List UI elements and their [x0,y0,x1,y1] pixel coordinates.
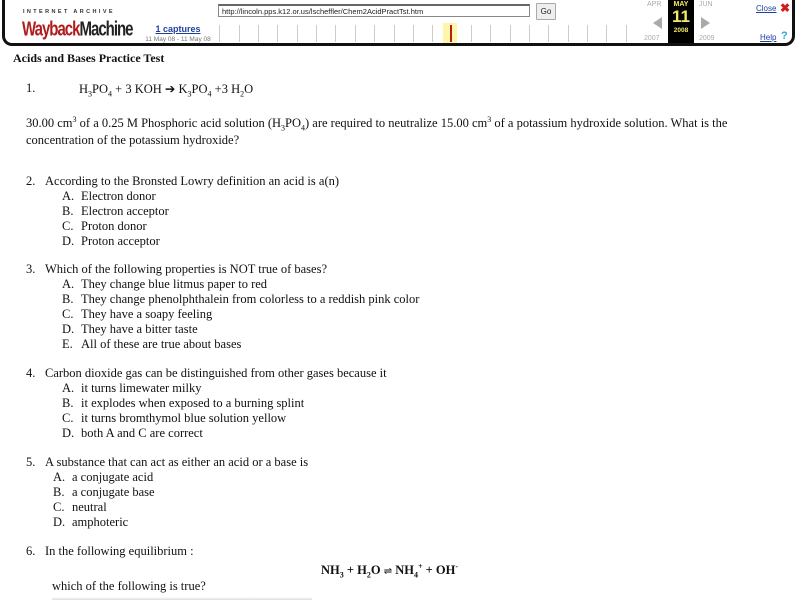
question-stem: Which of the following properties is NOT true of bases? [45,262,327,276]
page-title: Acids and Bases Practice Test [13,51,165,65]
logo-wayback-machine: WaybackMachine [22,18,133,41]
answer-option: C. neutral [53,499,107,514]
prev-month[interactable]: APR [647,1,662,8]
answer-option: C. They have a soapy feeling [62,306,213,321]
help-link[interactable]: Help [760,33,777,42]
question-3: 3. Which of the following properties is NOT true of bases? A. They change blue litmus paper to red B. They change phenolphthalein from colorless to a reddish pink color C. They have a soapy feeling D. They have a bitter taste E. All of these are true about bases [26,262,420,351]
question-6-subquestion: which of the following is true? [52,579,206,593]
question-1-number: 1. [26,81,36,95]
question-stem: A substance that can act as either an acid or a base is [45,455,309,469]
prev-year[interactable]: 2007 [644,35,660,42]
capture-marker[interactable] [450,25,452,42]
answer-option: A. a conjugate acid [53,469,154,484]
question-5: 5. A substance that can act as either an acid or a base is A. a conjugate acid B. a conjugate base C. neutral D. amphoteric [26,455,309,529]
answer-option: B. a conjugate base [53,484,155,499]
captures-link[interactable]: 1 captures [155,24,201,34]
next-capture-arrow-icon[interactable] [701,17,710,29]
answer-option: D. both A and C are correct [62,425,203,440]
captures-range: 11 May 08 - 11 May 08 [145,36,211,43]
answer-option: A. Electron donor [62,188,156,203]
question-1-equation: $H_3PO_4 + 3$ KOH ➔ $K_3PO_4 +3$ $H_2O$ [79,82,254,99]
answer-option: C. it turns bromthymol blue solution yellow [62,410,287,425]
captures-info [133,24,223,43]
question-6: 6. In the following equilibrium : [26,544,194,558]
current-capture-date: MAY 11 2008 [668,0,694,43]
url-input[interactable]: http://lincoln.pps.k12.or.us/lscheffler/Chem2AcidPractTst.htm [218,4,530,17]
question-6-equation: $NH_3 + H_2O$ ⇌ $NH_4^+ + OH^-$ [321,561,459,580]
question-4: 4. Carbon dioxide gas can be distinguished from other gases because it A. it turns limewater milky B. it explodes when exposed to a burning splint C. it turns bromthymol blue solution yellow D. both A and C are correct [26,366,387,440]
answer-option: A. it turns limewater milky [62,380,202,395]
next-year[interactable]: 2009 [699,35,715,42]
question-stem: According to the Bronsted Lowry definition an acid is a(n) [45,174,340,188]
question-1-text: 30.00 $cm^3$ of a 0.25 M Phosphoric acid solution $(H_3PO_4)$ are required to neutralize 15.00 $cm^3$ of a potassium hydroxide solution. What is the concentration of the potassium hydroxide? [26,114,728,147]
question-stem: In the following equilibrium : [45,544,194,558]
equilibrium-arrow-icon: ⇌ [383,566,393,577]
answer-option: E. All of these are true about bases [62,336,242,351]
reaction-arrow-icon: ➔ [164,82,176,96]
answer-option: D. Proton acceptor [62,233,160,248]
answer-option: D. They have a bitter taste [62,321,198,336]
answer-option: C. Proton donor [62,218,147,233]
logo-internet-archive: INTERNET ARCHIVE [23,9,115,15]
question-stem: Carbon dioxide gas can be distinguished from other gases because it [45,366,387,380]
next-month[interactable]: JUN [699,1,713,8]
answer-option: D. amphoteric [53,514,129,529]
answer-option: A. They change blue litmus paper to red [62,276,268,291]
answer-option: B. They change phenolphthalein from colorless to a reddish pink color [62,291,420,306]
prev-capture-arrow-icon[interactable] [653,17,662,29]
capture-calendar [641,0,733,43]
close-icon[interactable]: ✖ [780,1,791,15]
capture-timeline[interactable] [217,22,639,43]
answer-option: B. Electron acceptor [62,203,169,218]
close-link[interactable]: Close [756,4,777,13]
go-button[interactable]: Go [536,3,556,20]
answer-option: B. it explodes when exposed to a burning splint [62,395,305,410]
help-icon[interactable]: ? [781,30,788,42]
wayback-logo[interactable] [19,7,133,41]
question-2: 2. According to the Bronsted Lowry definition an acid is a(n) A. Electron donor B. Electron acceptor C. Proton donor D. Proton acceptor [26,174,340,248]
